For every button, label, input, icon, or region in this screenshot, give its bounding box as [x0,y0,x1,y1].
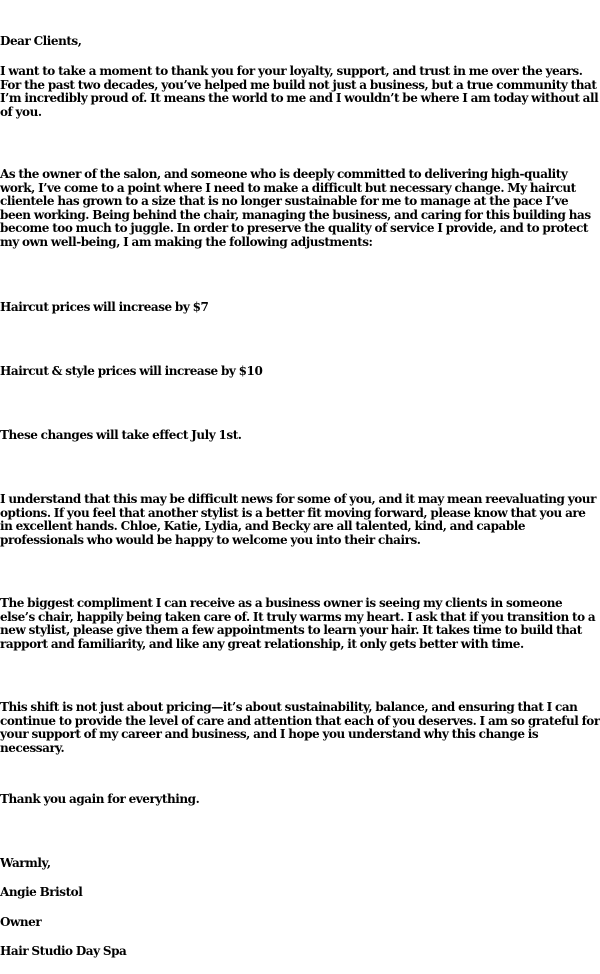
signature-name: Angie Bristol [0,885,83,899]
closing: Warmly, [0,856,51,870]
intro-paragraph: I want to take a moment to thank you for your loyalty, support, and trust in me over the years. For the past two decades, you’ve helped me build not just a business, but a true community that I’m incredibly proud of. It means the world to me and I wouldn’t be where I am today without all of you. [0,64,599,119]
haircut-style-price-change: Haircut & style prices will increase by $10 [0,364,263,378]
explanation-paragraph: As the owner of the salon, and someone who is deeply committed to delivering high-quality work, I’ve come to a point where I need to make a difficult but necessary change. My haircut clientele has grown to a size that is no longer sustainable for me to manage at the pace I’ve been working. Being behind the chair, managing the business, and caring for this building has become too much to juggle. In order to preserve the quality of service I provide, and to protect my own well-being, I am making the following adjustments: [0,167,591,249]
options-paragraph: I understand that this may be difficult news for some of you, and it may mean reevaluating your options. If you feel that another stylist is a better fit moving forward, please know that you are in excellent hands. Chloe, Katie, Lydia, and Becky are all talented, kind, and capable professionals who would be happy to welcome you into their chairs. [0,492,596,547]
thanks-line: Thank you again for everything. [0,792,200,806]
effective-date: These changes will take effect July 1st. [0,428,242,442]
greeting: Dear Clients, [0,34,82,48]
sustainability-paragraph: This shift is not just about pricing—it’s about sustainability, balance, and ensuring that I can continue to provide the level of care and attention that each of you deserves. I am so grateful for your support of my career and business, and I hope you understand why this change is necessary. [0,700,600,755]
signature-title: Owner [0,915,42,929]
compliment-paragraph: The biggest compliment I can receive as a business owner is seeing my clients in someone else’s chair, happily being taken care of. It truly warms my heart. I ask that if you transition to a new stylist, please give them a few appointments to learn your hair. It takes time to build that rapport and familiarity, and like any great relationship, it only gets better with time. [0,596,596,651]
haircut-price-change: Haircut prices will increase by $7 [0,300,209,314]
signature-business: Hair Studio Day Spa [0,944,127,958]
